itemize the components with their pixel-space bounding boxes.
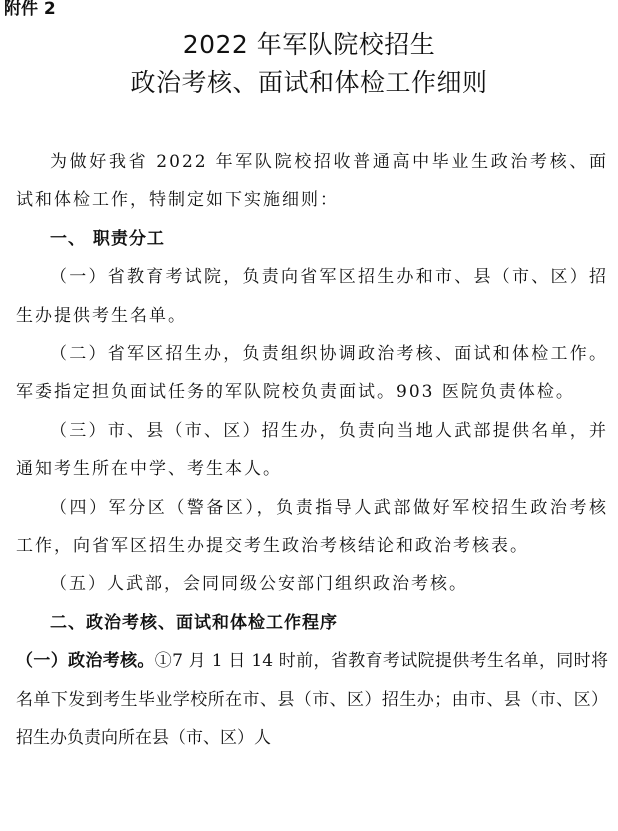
procedure-text: ①7 月 1 日 14 时前，省教育考试院提供考生名单，同时将名单下发到考生毕业学校所在市、县（市、区）招生办；由市、县（市、区）招生办负责向所在县（市、区）人 [16, 651, 608, 749]
attachment-label: 附件 2 [4, 0, 56, 19]
procedure-subheading: （一）政治考核。 [16, 651, 155, 672]
section-heading-duties: 一、 职责分工 [50, 228, 165, 249]
intro-paragraph: 为做好我省 2022 年军队院校招收普通高中毕业生政治考核、面试和体检工作，特制定如下实施细则： [16, 152, 608, 211]
document-body [16, 143, 608, 758]
document-title-line2: 政治考核、面试和体检工作细则 [130, 68, 488, 97]
duty-item-1: （一）省教育考试院，负责向省军区招生办和市、县（市、区）招生办提供考生名单。 [16, 267, 608, 326]
duty-item-5: （五）人武部，会同同级公安部门组织政治考核。 [50, 574, 468, 595]
section-heading-procedure: 二、政治考核、面试和体检工作程序 [50, 612, 338, 633]
duty-item-2: （二）省军区招生办，负责组织协调政治考核、面试和体检工作。军委指定担负面试任务的军队院校负责面试。903 医院负责体检。 [16, 344, 608, 403]
document-title-line1: 2022 年军队院校招生 [182, 30, 436, 59]
duty-item-4: （四）军分区（警备区），负责指导人武部做好军校招生政治考核工作，向省军区招生办提交考生政治考核结论和政治考核表。 [16, 497, 608, 557]
duty-item-3: （三）市、县（市、区）招生办，负责向当地人武部提供名单，并通知考生所在中学、考生本人。 [16, 420, 608, 480]
